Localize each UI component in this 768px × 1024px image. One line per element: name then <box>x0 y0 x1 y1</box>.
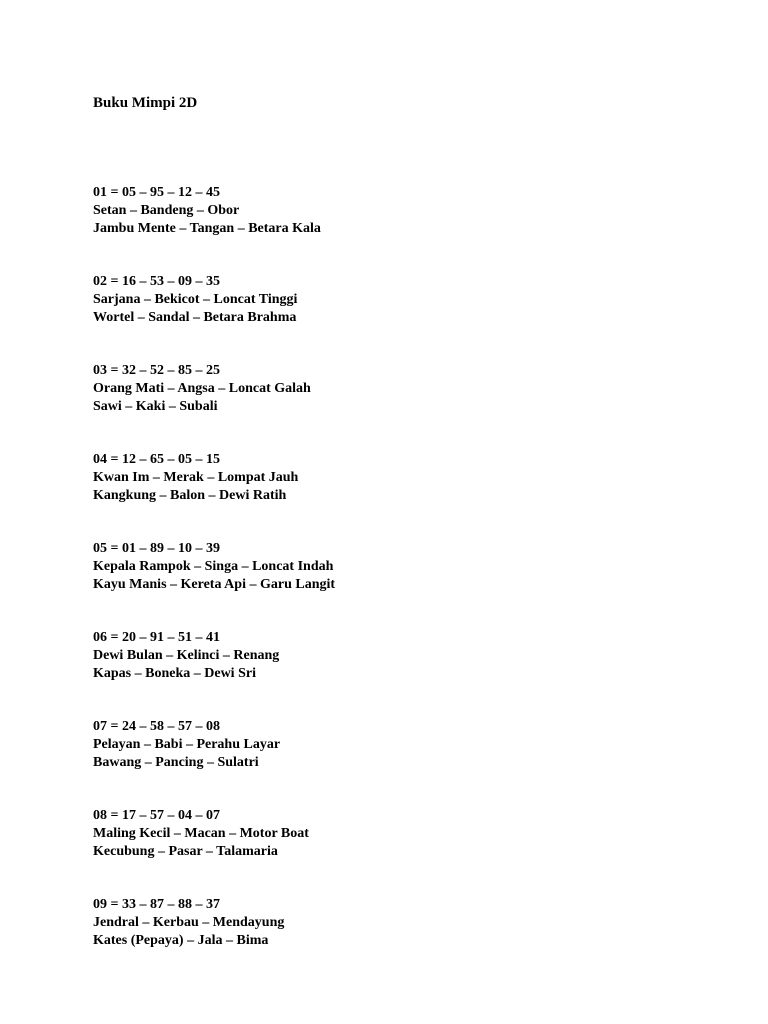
entry-line-2: Kates (Pepaya) – Jala – Bima <box>93 933 269 948</box>
entry-line-1: Sarjana – Bekicot – Loncat Tinggi <box>93 292 298 307</box>
entry-list <box>93 184 733 985</box>
list-item <box>93 451 733 540</box>
entry-numbers: 05 = 01 – 89 – 10 – 39 <box>93 541 220 556</box>
entry-numbers: 07 = 24 – 58 – 57 – 08 <box>93 719 220 734</box>
entry-line-1: Maling Kecil – Macan – Motor Boat <box>93 826 309 841</box>
entry-line-2: Kayu Manis – Kereta Api – Garu Langit <box>93 577 336 592</box>
entry-line-2: Wortel – Sandal – Betara Brahma <box>93 310 297 325</box>
entry-numbers: 06 = 20 – 91 – 51 – 41 <box>93 630 220 645</box>
entry-line-2: Sawi – Kaki – Subali <box>93 399 218 414</box>
entry-line-2: Bawang – Pancing – Sulatri <box>93 755 259 770</box>
entry-numbers: 02 = 16 – 53 – 09 – 35 <box>93 274 220 289</box>
list-item <box>93 184 733 273</box>
list-item <box>93 540 733 629</box>
entry-numbers: 03 = 32 – 52 – 85 – 25 <box>93 363 220 378</box>
entry-line-1: Setan – Bandeng – Obor <box>93 203 240 218</box>
list-item <box>93 629 733 718</box>
entry-numbers: 09 = 33 – 87 – 88 – 37 <box>93 897 220 912</box>
page-title: Buku Mimpi 2D <box>93 95 198 111</box>
entry-line-1: Pelayan – Babi – Perahu Layar <box>93 737 281 752</box>
list-item <box>93 273 733 362</box>
entry-line-2: Kangkung – Balon – Dewi Ratih <box>93 488 287 503</box>
entry-numbers: 04 = 12 – 65 – 05 – 15 <box>93 452 220 467</box>
entry-line-2: Jambu Mente – Tangan – Betara Kala <box>93 221 321 236</box>
entry-numbers: 01 = 05 – 95 – 12 – 45 <box>93 185 220 200</box>
entry-line-1: Dewi Bulan – Kelinci – Renang <box>93 648 280 663</box>
list-item <box>93 362 733 451</box>
list-item <box>93 718 733 807</box>
entry-line-1: Orang Mati – Angsa – Loncat Galah <box>93 381 311 396</box>
entry-line-1: Jendral – Kerbau – Mendayung <box>93 915 285 930</box>
list-item <box>93 896 733 985</box>
entry-line-2: Kapas – Boneka – Dewi Sri <box>93 666 256 681</box>
entry-line-1: Kwan Im – Merak – Lompat Jauh <box>93 470 299 485</box>
entry-numbers: 08 = 17 – 57 – 04 – 07 <box>93 808 220 823</box>
list-item <box>93 807 733 896</box>
entry-line-1: Kepala Rampok – Singa – Loncat Indah <box>93 559 334 574</box>
entry-line-2: Kecubung – Pasar – Talamaria <box>93 844 278 859</box>
